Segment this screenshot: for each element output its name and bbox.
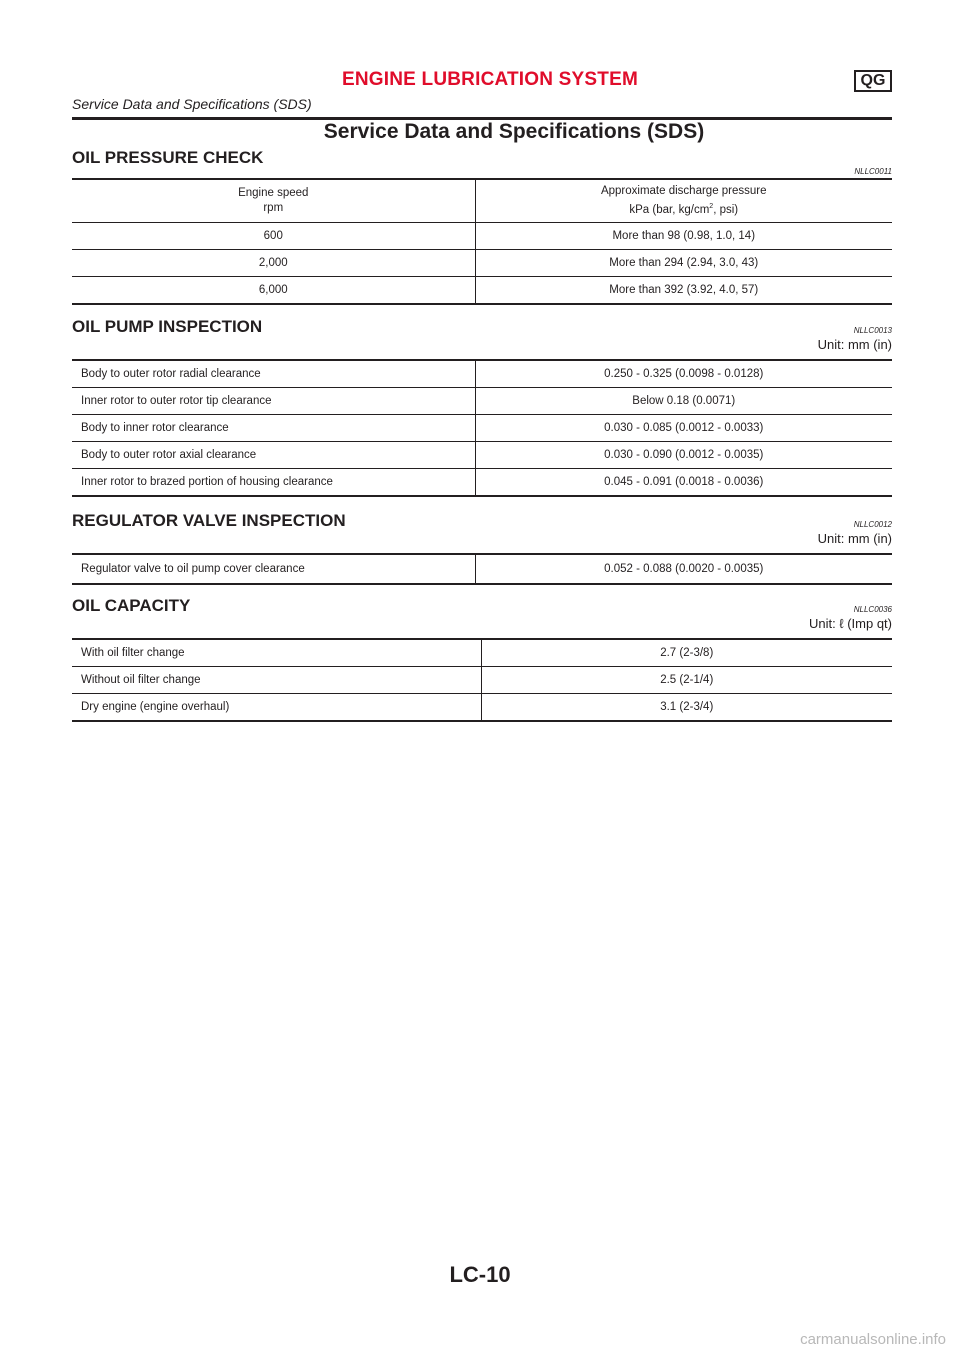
section-unit: Unit: ℓ (Imp qt) <box>809 616 892 631</box>
table-row <box>72 667 892 694</box>
table-row <box>72 639 892 667</box>
regulator-section <box>72 511 892 585</box>
table-row <box>72 442 892 469</box>
section-title: OIL PUMP INSPECTION <box>72 317 263 336</box>
header-text: Approximate discharge pressure <box>600 185 767 198</box>
engine-speed-cell: 600 <box>72 223 475 250</box>
pressure-cell: More than 98 (0.98, 1.0, 14) <box>475 223 892 250</box>
page-header <box>72 66 892 120</box>
section-code: NLLC0013 <box>853 326 892 335</box>
item-cell: Without oil filter change <box>72 667 481 694</box>
table-header-row <box>72 179 892 223</box>
value-cell: 0.052 - 0.088 (0.0020 - 0.0035) <box>475 554 892 584</box>
item-cell: Body to outer rotor radial clearance <box>72 360 475 388</box>
oil-capacity-table <box>72 638 892 722</box>
header-unit <box>485 199 884 218</box>
table-row <box>72 360 892 388</box>
value-cell: Below 0.18 (0.0071) <box>475 388 892 415</box>
section-unit: Unit: mm (in) <box>817 531 892 546</box>
item-cell: Inner rotor to outer rotor tip clearance <box>72 388 475 415</box>
header-unit-text: , psi) <box>713 203 739 216</box>
section-title: OIL CAPACITY <box>72 596 191 615</box>
section-title: OIL PRESSURE CHECK <box>72 148 264 167</box>
section-code: NLLC0036 <box>853 605 892 614</box>
value-cell: 3.1 (2-3/4) <box>481 694 892 722</box>
oil-pump-section <box>72 317 892 497</box>
oil-pump-table <box>72 359 892 497</box>
oil-pressure-section <box>72 148 892 305</box>
page-number: LC-10 <box>449 1262 511 1287</box>
item-cell: Regulator valve to oil pump cover clearance <box>81 563 305 575</box>
section-head <box>72 317 892 359</box>
oil-capacity-section <box>72 596 892 722</box>
value-cell: 2.7 (2-3/8) <box>481 639 892 667</box>
engine-speed-cell: 6,000 <box>258 284 288 296</box>
header-unit: rpm <box>263 202 284 214</box>
column-header-engine-speed <box>72 179 475 223</box>
item-cell: Inner rotor to brazed portion of housing clearance <box>81 476 333 488</box>
oil-pressure-table <box>72 178 892 305</box>
table-row <box>72 469 892 497</box>
item-cell: Dry engine (engine overhaul) <box>81 701 230 713</box>
value-cell: 2.5 (2-1/4) <box>481 667 892 694</box>
header-unit-sup: 2 <box>709 203 714 211</box>
item-cell: Body to outer rotor axial clearance <box>72 442 475 469</box>
section-head <box>72 511 892 553</box>
value-cell: 0.250 - 0.325 (0.0098 - 0.0128) <box>475 360 892 388</box>
item-cell: With oil filter change <box>72 639 481 667</box>
table-row <box>72 250 892 277</box>
chapter-title: ENGINE LUBRICATION SYSTEM <box>342 69 638 90</box>
pressure-cell: More than 392 (3.92, 4.0, 57) <box>475 277 892 305</box>
pressure-cell: More than 294 (2.94, 3.0, 43) <box>475 250 892 277</box>
value-cell: 0.030 - 0.085 (0.0012 - 0.0033) <box>475 415 892 442</box>
header-unit-text: kPa (bar, kg/cm <box>629 203 710 216</box>
header-text: Engine speed <box>238 187 309 199</box>
section-head <box>72 596 892 638</box>
table-row <box>72 388 892 415</box>
table-row <box>72 554 892 584</box>
table-row <box>72 277 892 305</box>
section-code: NLLC0011 <box>854 167 892 176</box>
section-code: NLLC0012 <box>853 520 892 529</box>
page-title: Service Data and Specifications (SDS) <box>323 120 705 143</box>
section-unit: Unit: mm (in) <box>817 337 892 352</box>
chapter-subtitle: Service Data and Specifications (SDS) <box>72 96 312 112</box>
section-title: REGULATOR VALVE INSPECTION <box>72 511 346 530</box>
column-header-pressure <box>475 179 892 223</box>
table-row <box>72 223 892 250</box>
site-watermark: carmanualsonline.info <box>800 1331 946 1348</box>
engine-speed-cell: 2,000 <box>72 250 475 277</box>
section-head <box>72 148 892 178</box>
table-row <box>72 694 892 722</box>
table-row <box>72 415 892 442</box>
regulator-table <box>72 553 892 585</box>
value-cell: 0.030 - 0.090 (0.0012 - 0.0035) <box>475 442 892 469</box>
item-cell: Body to inner rotor clearance <box>72 415 475 442</box>
engine-badge: QG <box>854 70 892 92</box>
value-cell: 0.045 - 0.091 (0.0018 - 0.0036) <box>475 469 892 497</box>
